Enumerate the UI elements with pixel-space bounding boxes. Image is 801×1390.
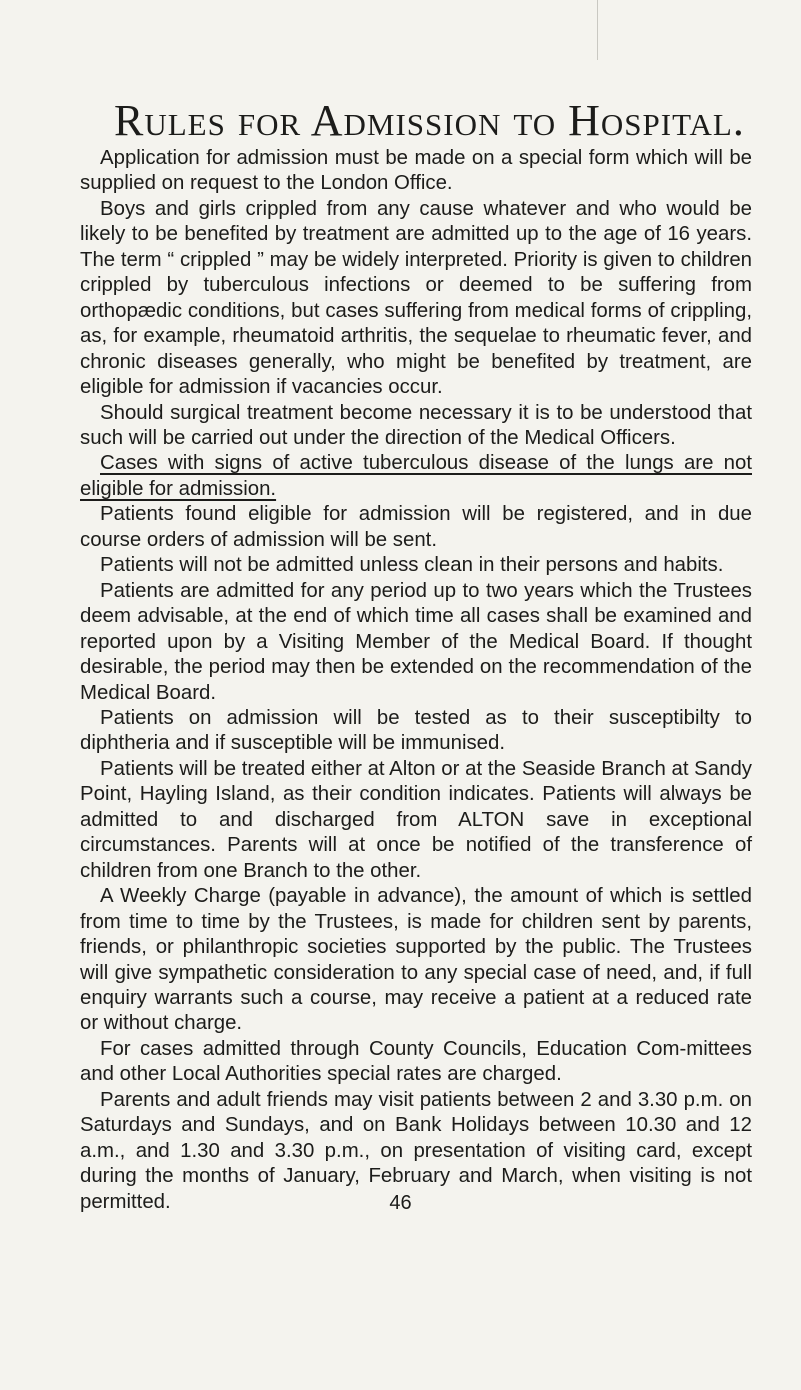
paragraph-tuberculous-exclusion: Cases with signs of active tuberculous disease of the lungs are not eligible for admission. [80,452,752,500]
paragraph-application-form: Application for admission must be made on a special form which will be supplied on request to the London Office. [80,147,752,195]
paragraph-surgical-treatment: Should surgical treatment become necessary it is to be understood that such will be carried out under the direction of the Medical Officers. [80,401,752,449]
paragraph-eligibility: Boys and girls crippled from any cause whatever and who would be likely to be benefited by treatment are admitted up to the age of 16 years. The term “ crippled ” may be widely interpreted. Priority is given to children crippled by tuberculous infections or deemed to be suffering from orthopædic conditions, but cases suffering from medical forms of crippling, as, for example, rheumatoid arthritis, the sequelae to rheumatic fever, and chronic diseases generally, who might be benefited by treatment, are eligible for admission if vacancies occur. [80,197,752,399]
scan-edge-mark [597,0,598,60]
paragraph-admission-period: Patients are admitted for any period up to two years which the Trustees deem advisable, at the end of which time all cases shall be examined and reported upon by a Visiting Member of the Medical Board. If thought desirable, the period may then be extended on the recommendation of the Medical Board. [80,579,752,704]
page-title: Rules for Admission to Hospital. [114,96,745,145]
paragraph-weekly-charge: A Weekly Charge (payable in advance), the amount of which is settled from time to time by the Trustees, is made for children sent by parents, friends, or philanthropic societies supported by the public. The Trustees will give sympathetic consideration to any special case of need, and, if full enquiry warrants such a course, may receive a patient at a reduced rate or without charge. [80,885,752,1035]
paragraph-local-authorities: For cases admitted through County Councils, Education Com-mittees and other Local Authorities special rates are charged. [80,1037,752,1086]
paragraph-visiting: Parents and adult friends may visit patients between 2 and 3.30 p.m. on Saturdays and Sundays, and on Bank Holidays between 10.30 and 12 a.m., and 1.30 and 3.30 p.m., on presentation of visiting card, except during the months of January, February and March, when visiting is not permitted. [80,1088,752,1213]
page-number: 46 [389,1192,412,1214]
paragraph-registration: Patients found eligible for admission will be registered, and in due course orders of admission will be sent. [80,503,752,551]
paragraph-cleanliness: Patients will not be admitted unless clean in their persons and habits. [100,554,724,577]
paragraph-diphtheria: Patients on admission will be tested as to their susceptibilty to diphtheria and if susceptible will be immunised. [80,706,752,755]
rules-body [80,146,752,1215]
paragraph-branches: Patients will be treated either at Alton or at the Seaside Branch at Sandy Point, Hayling Island, as their condition indicates. Patients will always be admitted to and discharged from ALTON save in exceptional circumstances. Parents will at once be notified of the transference of children from one Branch to the other. [80,757,752,882]
